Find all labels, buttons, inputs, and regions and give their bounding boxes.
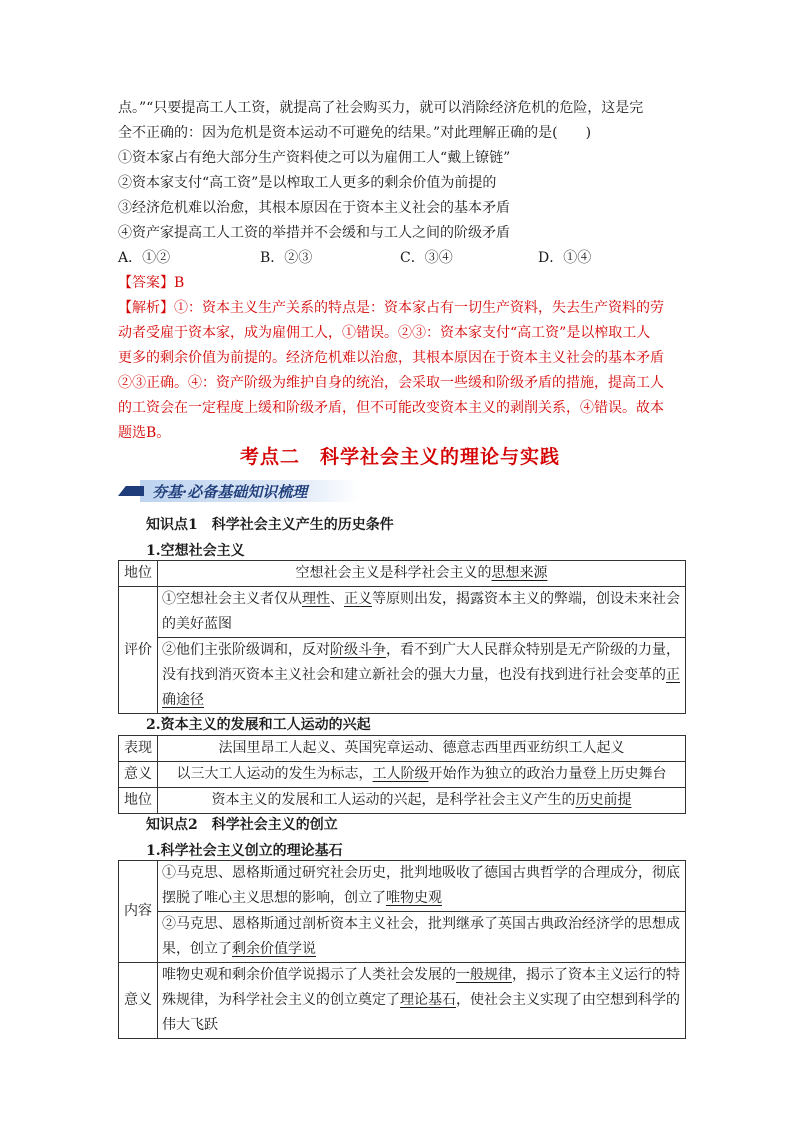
analysis-line-3: 更多的剩余价值为前提的。经济危机难以治愈，其根本原因在于资本主义社会的基本矛盾: [118, 350, 664, 366]
text: ，看不到广大人民群众特别是无产阶级的力量，没有找到消灭资本主义社会和建立新社会的强大力量，也没有找到进行社会变革的: [162, 642, 680, 683]
underlined-answer: 历史前提: [575, 792, 632, 808]
row-content: [158, 762, 686, 788]
underlined-answer: 理性: [302, 591, 330, 607]
question-stem-line-1: 点。”“只要提高工人工资，就提高了社会购买力，就可以消除经济危机的危险，这是完: [118, 100, 644, 116]
analysis-line-2: 动者受雇于资本家，成为雇佣工人，①错误。②③：资本家支付“高工资”是以榨取工人: [118, 325, 651, 341]
table-row: [119, 963, 686, 1039]
text: 、: [330, 591, 344, 607]
text: 唯物史观和剩余价值学说揭示了人类社会发展的: [162, 967, 456, 983]
banner-text: 夯基·必备基础知识梳理: [152, 483, 308, 501]
text: ，使社会主义实现了由空想到科学的伟大飞跃: [162, 992, 680, 1033]
utopian-socialism-table: [118, 560, 686, 714]
kp2-subtitle-1: 1.科学社会主义创立的理论基石: [146, 843, 343, 859]
question-stem-line-2: 全不正确的：因为危机是资本运动不可避免的结果。”对此理解正确的是( ): [118, 125, 592, 141]
text: 等原则出发，揭露资本主义的弊端，创设未来社会的美好蓝图: [162, 591, 680, 632]
underlined-answer: 剩余价值学说: [232, 941, 316, 957]
text: ①马克思、恩格斯通过研究社会历史，批判地吸收了德国古典哲学的合理成分，彻底摆脱了唯心主义思想的影响，创立了: [162, 865, 680, 906]
row-head: 意义: [119, 762, 158, 788]
knowledge-point-1-title: 知识点1 科学社会主义产生的历史条件: [146, 517, 394, 533]
evaluation-point-2: [162, 638, 681, 713]
text: ②马克思、恩格斯通过剖析资本主义社会，批判继承了英国古典政治经济学的思想成果，创立了: [162, 916, 680, 957]
workers-movement-table: [118, 735, 686, 814]
analysis-line-6: 题选B。: [118, 425, 171, 441]
banner-accent-bar: [118, 486, 144, 496]
table-row: [119, 561, 686, 587]
underlined-answer: 理论基石: [400, 992, 456, 1008]
table-row: [119, 788, 686, 814]
row-head: 地位: [119, 561, 158, 587]
text: 开始作为独立的政治力量登上历史舞台: [428, 766, 667, 782]
table-row: [119, 736, 686, 762]
analysis-line-4: ②③正确。④：资产阶级为维护自身的统治，会采取一些缓和阶级矛盾的措施，提高工人: [118, 375, 664, 391]
text: 资本主义的发展和工人运动的兴起，是科学社会主义产生的: [211, 792, 576, 808]
question-item-4: ④资产家提高工人工资的举措并不会缓和与工人之间的阶级矛盾: [118, 225, 510, 241]
underlined-answer: 思想来源: [491, 565, 548, 581]
row-content: [158, 861, 686, 963]
underlined-answer: 正义: [344, 591, 372, 607]
text: 以三大工人运动的发生为标志，: [176, 766, 373, 782]
option-d: D．①④: [538, 250, 592, 266]
answer: 【答案】B: [118, 275, 185, 291]
row-content: [158, 963, 686, 1039]
row-content: [158, 788, 686, 814]
row-head: 表现: [119, 736, 158, 762]
row-head: 意义: [119, 963, 158, 1039]
content-point-2: [162, 912, 681, 962]
section-banner: [118, 478, 368, 504]
kp1-subtitle-1: 1.空想社会主义: [146, 543, 245, 559]
row-head: 评价: [119, 587, 158, 714]
analysis-line-1: 【解析】①：资本主义生产关系的特点是：资本家占有一切生产资料，失去生产资料的劳: [118, 300, 664, 316]
row-content: [158, 561, 686, 587]
kp1-subtitle-2: 2.资本主义的发展和工人运动的兴起: [146, 717, 371, 733]
table-row: [119, 861, 686, 963]
row-head: 地位: [119, 788, 158, 814]
row-head: 内容: [119, 861, 158, 963]
knowledge-point-2-title: 知识点2 科学社会主义的创立: [146, 817, 338, 833]
question-item-3: ③经济危机难以治愈，其根本原因在于资本主义社会的基本矛盾: [118, 200, 510, 216]
analysis-line-5: 的工资会在一定程度上缓和阶级矛盾，但不可能改变资本主义的剥削关系，④错误。故本: [118, 400, 664, 416]
option-b: B．②③: [260, 250, 313, 266]
underlined-answer: 正确途径: [162, 667, 680, 708]
theoretical-foundation-table: [118, 860, 686, 1039]
evaluation-point-1: [158, 587, 685, 638]
underlined-answer: 唯物史观: [386, 890, 442, 906]
text: ①空想社会主义者仅从: [162, 591, 302, 607]
underlined-answer: 阶级斗争: [330, 642, 386, 658]
row-content: [158, 587, 686, 714]
text: ，揭示了资本主义运行的特殊规律，为科学社会主义的创立奠定了: [162, 967, 680, 1008]
question-item-2: ②资本家支付“高工资”是以榨取工人更多的剩余价值为前提的: [118, 175, 497, 191]
question-item-1: ①资本家占有绝大部分生产资料使之可以为雇佣工人“戴上镣链”: [118, 150, 511, 166]
table-row: [119, 587, 686, 714]
underlined-answer: 工人阶级: [372, 766, 429, 782]
underlined-answer: 一般规律: [456, 967, 512, 983]
section-title: 考点二 科学社会主义的理论与实践: [239, 446, 560, 468]
option-a: A．①②: [118, 250, 171, 266]
option-c: C．③④: [400, 250, 453, 266]
text: 空想社会主义是科学社会主义的: [295, 565, 492, 581]
text: ②他们主张阶级调和，反对: [162, 642, 330, 658]
table-row: [119, 762, 686, 788]
row-content: 法国里昂工人起义、英国宪章运动、德意志西里西亚纺织工人起义: [158, 736, 686, 762]
content-point-1: [158, 861, 685, 912]
